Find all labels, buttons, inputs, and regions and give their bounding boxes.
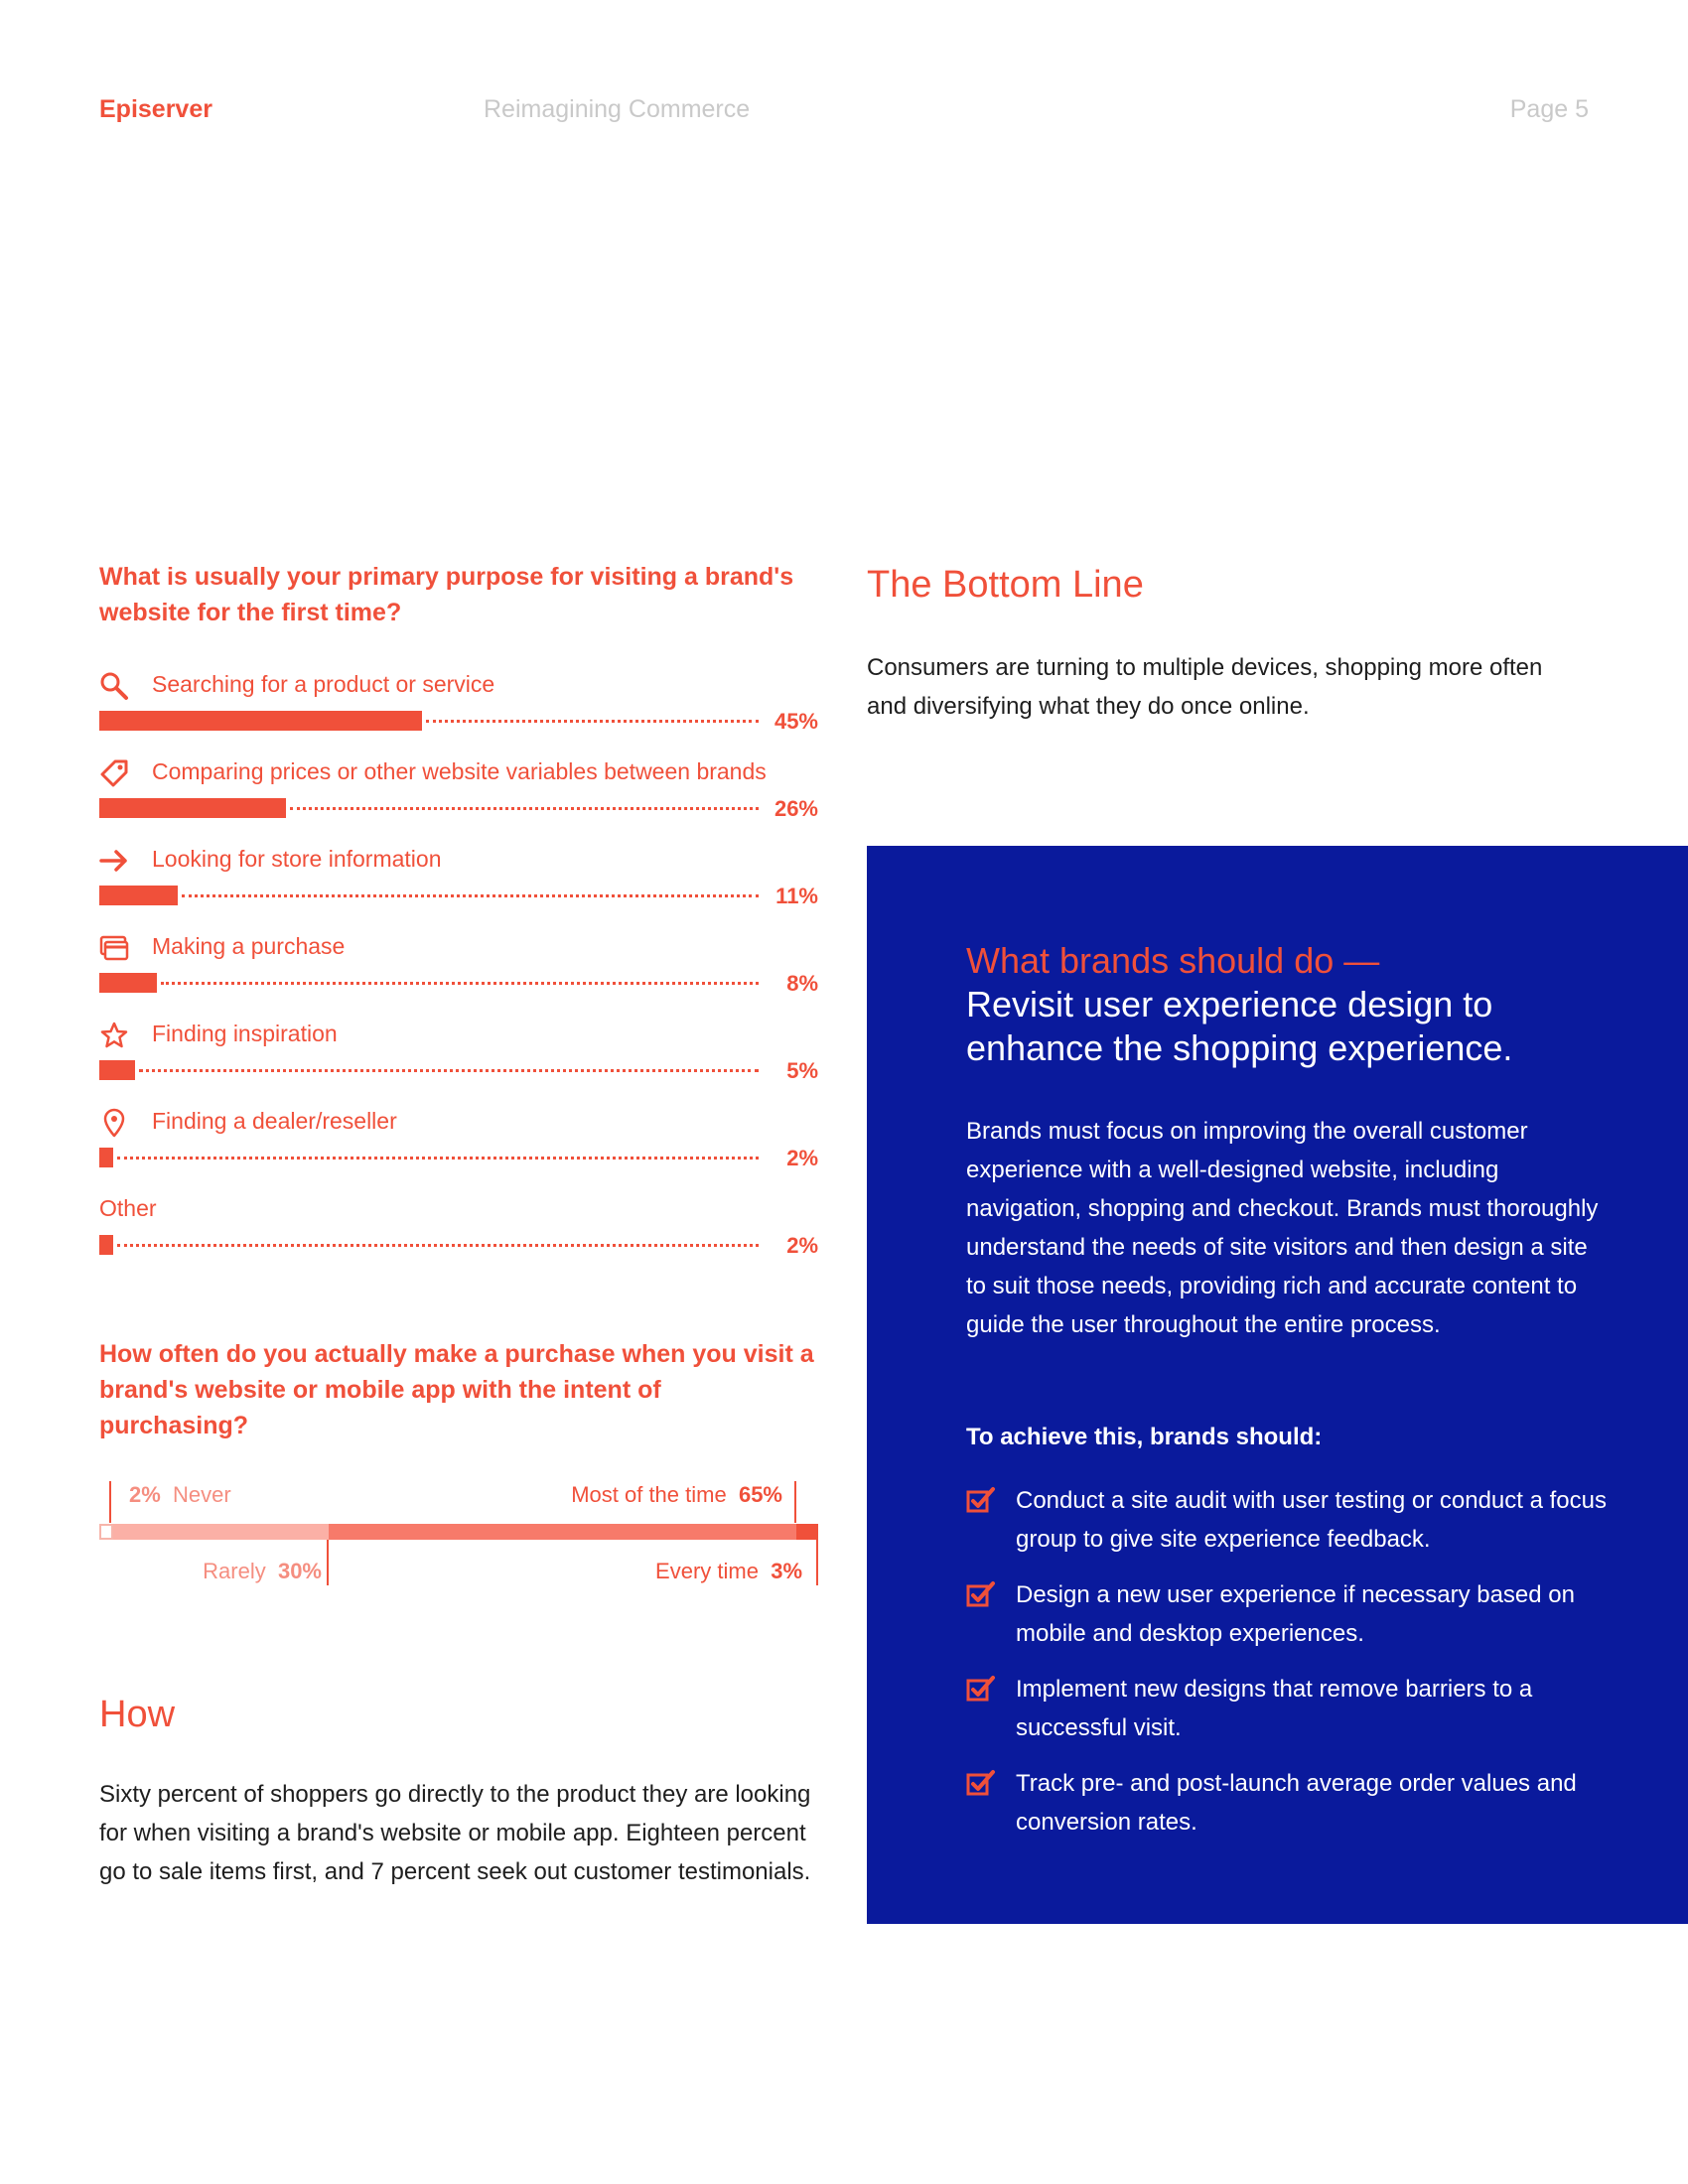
- checkbox-check-icon: [966, 1674, 996, 1704]
- every-text: Every time: [655, 1559, 759, 1583]
- recommendation-panel: [867, 846, 1688, 1924]
- purpose-dotted-leader: [139, 1069, 759, 1072]
- document-title: Reimagining Commerce: [484, 95, 751, 123]
- action-item: [966, 1670, 1612, 1747]
- how-body: Sixty percent of shoppers go directly to the product they are looking for when visiting a brand's website or mobile app. Eighteen percent go to sale items first, and 7 percent seek out customer testimonials.: [99, 1781, 811, 1885]
- purpose-row: [99, 931, 818, 1019]
- action-text: Track pre- and post-launch average order values and conversion rates.: [1016, 1770, 1577, 1836]
- purpose-bar: [99, 973, 157, 993]
- purpose-bar: [99, 711, 422, 731]
- purpose-dotted-leader: [290, 807, 759, 810]
- purpose-row: [99, 1019, 818, 1106]
- purpose-dotted-leader: [426, 720, 759, 723]
- never-tick: [109, 1481, 111, 1523]
- location-pin-icon: [99, 1108, 129, 1138]
- purpose-row: [99, 1193, 818, 1281]
- purpose-label: Other: [99, 1195, 157, 1221]
- purpose-row: [99, 1106, 818, 1193]
- purpose-value: 26%: [774, 796, 818, 821]
- brand-logo-text: Episerver: [99, 95, 212, 123]
- purpose-dotted-leader: [117, 1157, 759, 1160]
- purpose-row: [99, 669, 818, 756]
- purpose-value: 45%: [774, 709, 818, 734]
- every-label: [655, 1559, 802, 1584]
- every-tick: [816, 1540, 818, 1585]
- purpose-label: Making a purchase: [152, 933, 346, 959]
- never-text: Never: [173, 1482, 231, 1507]
- checkbox-check-icon: [966, 1485, 996, 1515]
- never-segment: [99, 1524, 113, 1540]
- action-item: [966, 1481, 1612, 1559]
- purpose-bar: [99, 1235, 113, 1255]
- never-value: 2%: [129, 1482, 161, 1507]
- purpose-label: Comparing prices or other website variables between brands: [152, 758, 767, 784]
- rarely-text: Rarely: [203, 1559, 266, 1583]
- purpose-label: Finding a dealer/reseller: [152, 1108, 397, 1134]
- action-item: [966, 1575, 1612, 1653]
- frequency-question: How often do you actually make a purchase when you visit a brand's website or mobile app with the intent of purchasing?: [99, 1340, 814, 1439]
- purpose-value: 8%: [786, 971, 818, 996]
- purpose-value: 2%: [786, 1233, 818, 1258]
- how-heading: How: [99, 1694, 176, 1735]
- action-list: [966, 1481, 1612, 1858]
- rarely-value: 30%: [277, 1559, 322, 1583]
- every-segment: [796, 1524, 818, 1540]
- purpose-label: Finding inspiration: [152, 1021, 338, 1046]
- most-label: [571, 1482, 782, 1508]
- purpose-dotted-leader: [161, 982, 759, 985]
- purpose-bar: [99, 1148, 113, 1167]
- action-text: Implement new designs that remove barriers to a successful visit.: [1016, 1676, 1533, 1741]
- credit-card-icon: [99, 933, 129, 963]
- action-text: Conduct a site audit with user testing or conduct a focus group to give site experience feedback.: [1016, 1487, 1607, 1553]
- every-value: 3%: [771, 1559, 802, 1583]
- purpose-label: Searching for a product or service: [152, 671, 495, 697]
- checkbox-check-icon: [966, 1579, 996, 1609]
- purpose-dotted-leader: [117, 1244, 759, 1247]
- callout-subheading: To achieve this, brands should:: [966, 1424, 1323, 1450]
- bottom-line-body: Consumers are turning to multiple devices, shopping more often and diversifying what they do once online.: [867, 654, 1543, 720]
- purpose-question: What is usually your primary purpose for visiting a brand's website for the first time?: [99, 563, 794, 626]
- purpose-value: 11%: [775, 884, 818, 908]
- frequency-stacked-bar: [99, 1481, 818, 1585]
- checkbox-check-icon: [966, 1768, 996, 1798]
- purpose-row: [99, 844, 818, 931]
- callout-heading-accent: What brands should do —: [966, 940, 1380, 981]
- purpose-dotted-leader: [182, 894, 759, 897]
- arrow-right-icon: [99, 846, 129, 876]
- price-tag-icon: [99, 758, 129, 788]
- most-segment: [329, 1524, 796, 1540]
- purpose-bar-chart: [99, 669, 818, 1281]
- purpose-bar: [99, 1060, 135, 1080]
- most-value: 65%: [738, 1482, 782, 1507]
- purpose-bar: [99, 886, 178, 905]
- action-item: [966, 1764, 1612, 1842]
- callout-body: Brands must focus on improving the overall customer experience with a well-designed website, including navigation, shopping and checkout. Brands must thoroughly understand the needs of site visitors and then design a site to suit those needs, providing rich and accurate content to guide the user throughout the entire process.: [966, 1118, 1599, 1338]
- purpose-label: Looking for store information: [152, 846, 442, 872]
- callout-heading: Revisit user experience design to enhance the shopping experience.: [966, 984, 1513, 1068]
- search-icon: [99, 671, 129, 701]
- rarely-label: [203, 1559, 322, 1584]
- bottom-line-heading: The Bottom Line: [867, 564, 1144, 606]
- most-text: Most of the time: [571, 1482, 727, 1507]
- purpose-row: [99, 756, 818, 844]
- rarely-segment: [113, 1524, 329, 1540]
- purpose-bar: [99, 798, 286, 818]
- action-text: Design a new user experience if necessary based on mobile and desktop experiences.: [1016, 1581, 1575, 1647]
- star-icon: [99, 1021, 129, 1050]
- never-label: [129, 1482, 231, 1508]
- rarely-tick: [327, 1540, 329, 1585]
- purpose-value: 5%: [786, 1058, 818, 1083]
- page-number: Page 5: [1509, 95, 1589, 123]
- purpose-value: 2%: [786, 1146, 818, 1170]
- most-tick: [794, 1481, 796, 1523]
